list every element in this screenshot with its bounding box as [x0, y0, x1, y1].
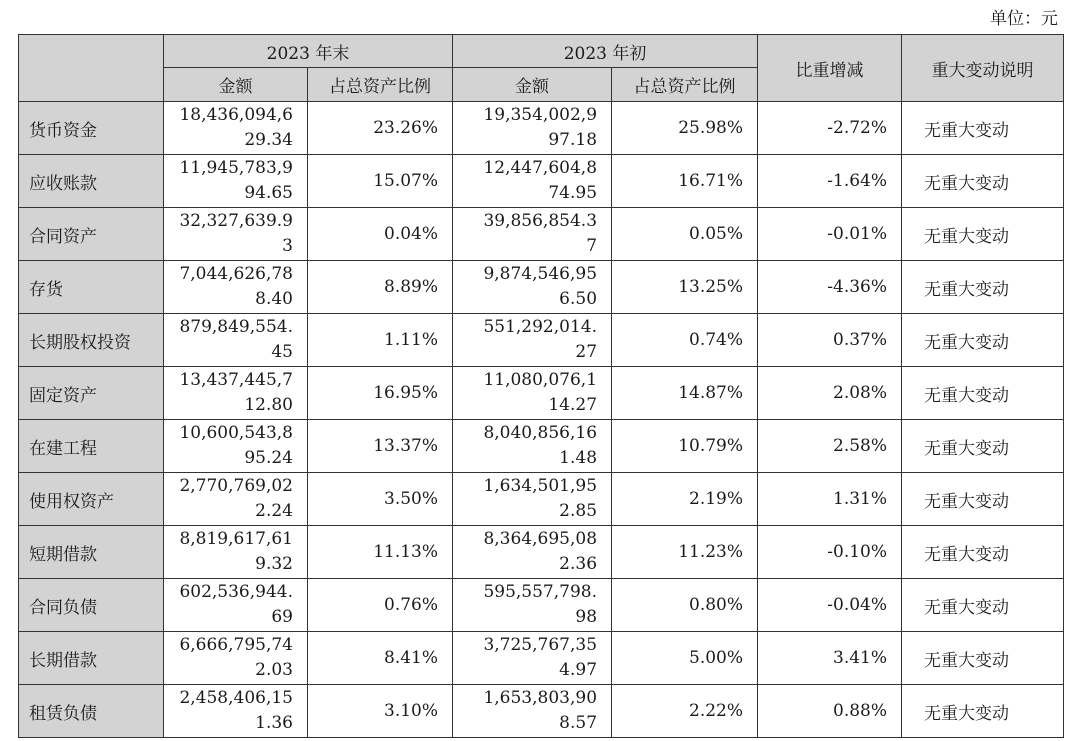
end-ratio-cell: 8.89% — [308, 261, 453, 314]
header-begin-ratio: 占总资产比例 — [612, 68, 758, 102]
ratio-change-cell: -4.36% — [758, 261, 902, 314]
table-row — [19, 685, 1064, 738]
ratio-change-cell: 2.58% — [758, 420, 902, 473]
major-change-note-cell: 无重大变动 — [902, 367, 1064, 420]
row-label-cell: 在建工程 — [19, 420, 164, 473]
table-row — [19, 208, 1064, 261]
table-row — [19, 632, 1064, 685]
begin-amount-cell: 1,653,803,908.57 — [453, 685, 612, 738]
table-row — [19, 155, 1064, 208]
begin-ratio-cell: 16.71% — [612, 155, 758, 208]
major-change-note-cell: 无重大变动 — [902, 685, 1064, 738]
table-row — [19, 314, 1064, 367]
ratio-change-cell: -0.01% — [758, 208, 902, 261]
row-label-cell: 租赁负债 — [19, 685, 164, 738]
header-major-change-note: 重大变动说明 — [902, 35, 1064, 102]
end-amount-cell: 6,666,795,742.03 — [164, 632, 308, 685]
header-ratio-change: 比重增减 — [758, 35, 902, 102]
major-change-note-cell: 无重大变动 — [902, 314, 1064, 367]
end-ratio-cell: 3.10% — [308, 685, 453, 738]
asset-liability-table — [18, 34, 1064, 738]
unit-label: 单位：元 — [990, 9, 1058, 29]
end-amount-cell: 2,458,406,151.36 — [164, 685, 308, 738]
end-ratio-cell: 1.11% — [308, 314, 453, 367]
ratio-change-cell: -1.64% — [758, 155, 902, 208]
end-ratio-cell: 13.37% — [308, 420, 453, 473]
table-row — [19, 473, 1064, 526]
end-amount-cell: 10,600,543,895.24 — [164, 420, 308, 473]
ratio-change-cell: 3.41% — [758, 632, 902, 685]
header-period-begin: 2023 年初 — [453, 35, 758, 68]
end-ratio-cell: 23.26% — [308, 102, 453, 155]
major-change-note-cell: 无重大变动 — [902, 420, 1064, 473]
ratio-change-cell: -0.04% — [758, 579, 902, 632]
begin-amount-cell: 12,447,604,874.95 — [453, 155, 612, 208]
begin-amount-cell: 3,725,767,354.97 — [453, 632, 612, 685]
begin-ratio-cell: 10.79% — [612, 420, 758, 473]
major-change-note-cell: 无重大变动 — [902, 261, 1064, 314]
header-end-ratio: 占总资产比例 — [308, 68, 453, 102]
row-label-cell: 使用权资产 — [19, 473, 164, 526]
major-change-note-cell: 无重大变动 — [902, 473, 1064, 526]
header-begin-amount: 金额 — [453, 68, 612, 102]
end-ratio-cell: 11.13% — [308, 526, 453, 579]
begin-amount-cell: 8,364,695,082.36 — [453, 526, 612, 579]
end-ratio-cell: 15.07% — [308, 155, 453, 208]
row-label-cell: 固定资产 — [19, 367, 164, 420]
table-body — [19, 102, 1064, 738]
table-row — [19, 420, 1064, 473]
row-label-cell: 应收账款 — [19, 155, 164, 208]
row-label-cell: 合同资产 — [19, 208, 164, 261]
header-period-end: 2023 年末 — [164, 35, 453, 68]
major-change-note-cell: 无重大变动 — [902, 208, 1064, 261]
begin-ratio-cell: 0.80% — [612, 579, 758, 632]
begin-ratio-cell: 2.22% — [612, 685, 758, 738]
end-ratio-cell: 0.04% — [308, 208, 453, 261]
end-ratio-cell: 16.95% — [308, 367, 453, 420]
end-amount-cell: 18,436,094,629.34 — [164, 102, 308, 155]
ratio-change-cell: 0.88% — [758, 685, 902, 738]
end-ratio-cell: 8.41% — [308, 632, 453, 685]
end-amount-cell: 2,770,769,022.24 — [164, 473, 308, 526]
ratio-change-cell: 2.08% — [758, 367, 902, 420]
begin-ratio-cell: 11.23% — [612, 526, 758, 579]
table-row — [19, 261, 1064, 314]
major-change-note-cell: 无重大变动 — [902, 155, 1064, 208]
major-change-note-cell: 无重大变动 — [902, 102, 1064, 155]
begin-ratio-cell: 2.19% — [612, 473, 758, 526]
row-label-cell: 存货 — [19, 261, 164, 314]
begin-ratio-cell: 13.25% — [612, 261, 758, 314]
end-amount-cell: 602,536,944.69 — [164, 579, 308, 632]
corner-header-cell — [19, 35, 164, 102]
table-row — [19, 526, 1064, 579]
end-ratio-cell: 0.76% — [308, 579, 453, 632]
major-change-note-cell: 无重大变动 — [902, 579, 1064, 632]
end-amount-cell: 879,849,554.45 — [164, 314, 308, 367]
begin-ratio-cell: 0.05% — [612, 208, 758, 261]
begin-amount-cell: 8,040,856,161.48 — [453, 420, 612, 473]
begin-amount-cell: 11,080,076,114.27 — [453, 367, 612, 420]
end-amount-cell: 13,437,445,712.80 — [164, 367, 308, 420]
table-row — [19, 102, 1064, 155]
begin-amount-cell: 9,874,546,956.50 — [453, 261, 612, 314]
end-amount-cell: 8,819,617,619.32 — [164, 526, 308, 579]
begin-amount-cell: 595,557,798.98 — [453, 579, 612, 632]
ratio-change-cell: -2.72% — [758, 102, 902, 155]
end-amount-cell: 11,945,783,994.65 — [164, 155, 308, 208]
row-label-cell: 短期借款 — [19, 526, 164, 579]
begin-ratio-cell: 5.00% — [612, 632, 758, 685]
ratio-change-cell: 0.37% — [758, 314, 902, 367]
begin-amount-cell: 1,634,501,952.85 — [453, 473, 612, 526]
major-change-note-cell: 无重大变动 — [902, 632, 1064, 685]
row-label-cell: 货币资金 — [19, 102, 164, 155]
ratio-change-cell: 1.31% — [758, 473, 902, 526]
begin-amount-cell: 19,354,002,997.18 — [453, 102, 612, 155]
ratio-change-cell: -0.10% — [758, 526, 902, 579]
end-amount-cell: 7,044,626,788.40 — [164, 261, 308, 314]
row-label-cell: 长期借款 — [19, 632, 164, 685]
header-end-amount: 金额 — [164, 68, 308, 102]
end-amount-cell: 32,327,639.93 — [164, 208, 308, 261]
begin-ratio-cell: 25.98% — [612, 102, 758, 155]
begin-ratio-cell: 0.74% — [612, 314, 758, 367]
begin-amount-cell: 551,292,014.27 — [453, 314, 612, 367]
row-label-cell: 长期股权投资 — [19, 314, 164, 367]
table-row — [19, 367, 1064, 420]
end-ratio-cell: 3.50% — [308, 473, 453, 526]
table-row — [19, 579, 1064, 632]
table-header — [19, 35, 1064, 102]
begin-ratio-cell: 14.87% — [612, 367, 758, 420]
row-label-cell: 合同负债 — [19, 579, 164, 632]
major-change-note-cell: 无重大变动 — [902, 526, 1064, 579]
begin-amount-cell: 39,856,854.37 — [453, 208, 612, 261]
